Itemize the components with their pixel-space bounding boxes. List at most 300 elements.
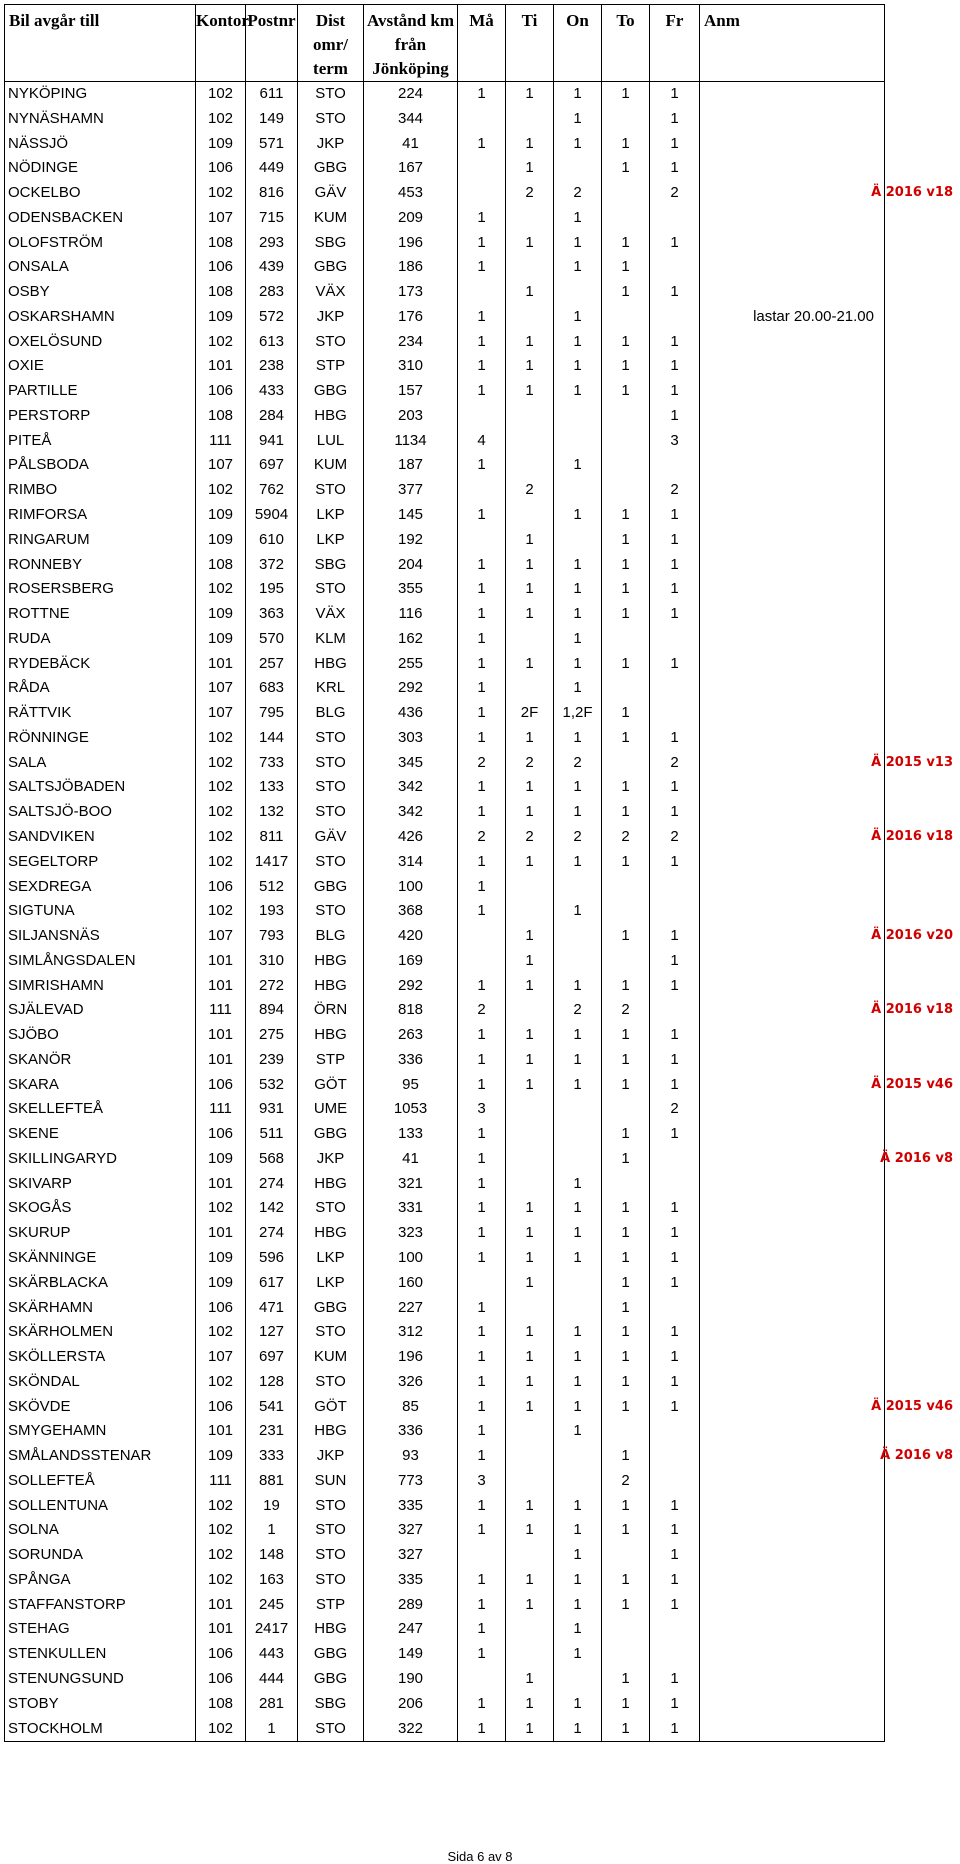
cell-fr: 3 bbox=[650, 429, 700, 454]
cell-to: 2 bbox=[602, 825, 650, 850]
cell-to: 1 bbox=[602, 553, 650, 578]
cell-to: 1 bbox=[602, 602, 650, 627]
cell-anm bbox=[700, 1345, 885, 1370]
header-fr: Fr bbox=[650, 5, 700, 82]
cell-kontor: 102 bbox=[196, 825, 246, 850]
cell-anm bbox=[700, 478, 885, 503]
cell-ti: 1 bbox=[506, 1073, 554, 1098]
cell-ti bbox=[506, 503, 554, 528]
cell-anm bbox=[700, 379, 885, 404]
cell-ort: OXELÖSUND bbox=[5, 330, 196, 355]
cell-postnr: 2417 bbox=[246, 1617, 298, 1642]
cell-kontor: 106 bbox=[196, 1122, 246, 1147]
cell-anm bbox=[700, 1395, 953, 1420]
cell-km: 169 bbox=[364, 949, 458, 974]
cell-postnr: 596 bbox=[246, 1246, 298, 1271]
cell-kontor: 102 bbox=[196, 775, 246, 800]
table-row bbox=[5, 1370, 885, 1395]
anm-note: lastar 20.00-21.00 bbox=[753, 307, 874, 325]
cell-to: 1 bbox=[602, 1593, 650, 1618]
cell-ti: 1 bbox=[506, 577, 554, 602]
table-row bbox=[5, 974, 885, 999]
cell-fr: 1 bbox=[650, 379, 700, 404]
cell-postnr: 610 bbox=[246, 528, 298, 553]
anm-note: Ä 2015 v13 bbox=[871, 754, 953, 770]
header-dist bbox=[298, 5, 364, 82]
cell-to: 1 bbox=[602, 528, 650, 553]
cell-ort: RONNEBY bbox=[5, 553, 196, 578]
table-row bbox=[5, 1717, 885, 1742]
cell-fr: 1 bbox=[650, 1518, 700, 1543]
cell-fr: 1 bbox=[650, 1221, 700, 1246]
cell-ort: STOBY bbox=[5, 1692, 196, 1717]
cell-ort: NÖDINGE bbox=[5, 156, 196, 181]
cell-fr bbox=[650, 1172, 700, 1197]
cell-km: 420 bbox=[364, 924, 458, 949]
cell-ort: SKANÖR bbox=[5, 1048, 196, 1073]
cell-postnr: 333 bbox=[246, 1444, 298, 1469]
cell-anm bbox=[700, 305, 885, 330]
cell-postnr: 715 bbox=[246, 206, 298, 231]
cell-ma: 1 bbox=[458, 899, 506, 924]
cell-postnr: 568 bbox=[246, 1147, 298, 1172]
cell-ma: 1 bbox=[458, 330, 506, 355]
cell-ort: SKÖLLERSTA bbox=[5, 1345, 196, 1370]
cell-kontor: 102 bbox=[196, 1518, 246, 1543]
table-row bbox=[5, 602, 885, 627]
cell-dist: HBG bbox=[298, 1419, 364, 1444]
cell-kontor: 102 bbox=[196, 726, 246, 751]
cell-anm bbox=[700, 924, 953, 949]
header-dist-line3: term bbox=[313, 59, 348, 78]
cell-ort: RÖNNINGE bbox=[5, 726, 196, 751]
cell-ort: SKELLEFTEÅ bbox=[5, 1097, 196, 1122]
cell-dist: KRL bbox=[298, 676, 364, 701]
cell-to: 1 bbox=[602, 1073, 650, 1098]
cell-on bbox=[554, 924, 602, 949]
cell-ma: 1 bbox=[458, 354, 506, 379]
cell-to bbox=[602, 899, 650, 924]
cell-dist: GBG bbox=[298, 255, 364, 280]
cell-ort: SMÅLANDSSTENAR bbox=[5, 1444, 196, 1469]
cell-ma bbox=[458, 1667, 506, 1692]
cell-kontor: 109 bbox=[196, 503, 246, 528]
cell-fr: 1 bbox=[650, 1370, 700, 1395]
cell-anm bbox=[700, 1444, 953, 1469]
cell-km: 196 bbox=[364, 1345, 458, 1370]
cell-kontor: 106 bbox=[196, 1667, 246, 1692]
cell-anm bbox=[700, 453, 885, 478]
cell-ort: SEXDREGA bbox=[5, 875, 196, 900]
cell-to: 1 bbox=[602, 1395, 650, 1420]
cell-anm bbox=[700, 1370, 885, 1395]
cell-on: 1 bbox=[554, 1568, 602, 1593]
cell-on: 1 bbox=[554, 82, 602, 107]
cell-to: 1 bbox=[602, 1271, 650, 1296]
cell-ma: 3 bbox=[458, 1097, 506, 1122]
cell-dist: STO bbox=[298, 478, 364, 503]
cell-ti: 1 bbox=[506, 1518, 554, 1543]
cell-ort: SKOGÅS bbox=[5, 1196, 196, 1221]
cell-ma bbox=[458, 1271, 506, 1296]
cell-ma: 1 bbox=[458, 1122, 506, 1147]
cell-fr bbox=[650, 1469, 700, 1494]
cell-ti: 1 bbox=[506, 1048, 554, 1073]
cell-anm bbox=[700, 1642, 885, 1667]
cell-on bbox=[554, 1122, 602, 1147]
cell-km: 203 bbox=[364, 404, 458, 429]
cell-anm bbox=[700, 701, 885, 726]
cell-dist: SUN bbox=[298, 1469, 364, 1494]
cell-ti: 1 bbox=[506, 1320, 554, 1345]
cell-postnr: 257 bbox=[246, 652, 298, 677]
table-header-row bbox=[5, 5, 885, 82]
cell-to: 1 bbox=[602, 1667, 650, 1692]
cell-postnr: 128 bbox=[246, 1370, 298, 1395]
cell-ma: 1 bbox=[458, 1692, 506, 1717]
cell-km: 336 bbox=[364, 1419, 458, 1444]
cell-ti: 2 bbox=[506, 181, 554, 206]
cell-anm bbox=[700, 800, 885, 825]
cell-dist: STO bbox=[298, 1568, 364, 1593]
cell-anm bbox=[700, 1196, 885, 1221]
cell-kontor: 109 bbox=[196, 627, 246, 652]
cell-km: 167 bbox=[364, 156, 458, 181]
cell-kontor: 106 bbox=[196, 255, 246, 280]
cell-ma: 1 bbox=[458, 875, 506, 900]
cell-on: 2 bbox=[554, 181, 602, 206]
table-row bbox=[5, 206, 885, 231]
cell-on: 1 bbox=[554, 627, 602, 652]
cell-km: 327 bbox=[364, 1543, 458, 1568]
cell-to bbox=[602, 1172, 650, 1197]
cell-km: 453 bbox=[364, 181, 458, 206]
cell-to: 1 bbox=[602, 231, 650, 256]
cell-to: 1 bbox=[602, 1518, 650, 1543]
cell-on: 2 bbox=[554, 751, 602, 776]
cell-ma: 4 bbox=[458, 429, 506, 454]
cell-kontor: 107 bbox=[196, 924, 246, 949]
cell-ma: 1 bbox=[458, 1147, 506, 1172]
cell-km: 342 bbox=[364, 775, 458, 800]
cell-on: 1 bbox=[554, 577, 602, 602]
cell-kontor: 108 bbox=[196, 404, 246, 429]
table-row bbox=[5, 1296, 885, 1321]
table-row bbox=[5, 305, 885, 330]
cell-km: 227 bbox=[364, 1296, 458, 1321]
cell-km: 326 bbox=[364, 1370, 458, 1395]
cell-kontor: 108 bbox=[196, 280, 246, 305]
cell-ma bbox=[458, 924, 506, 949]
cell-ma bbox=[458, 1543, 506, 1568]
cell-dist: ÖRN bbox=[298, 998, 364, 1023]
cell-fr bbox=[650, 998, 700, 1023]
cell-kontor: 102 bbox=[196, 1543, 246, 1568]
cell-fr: 1 bbox=[650, 1048, 700, 1073]
cell-dist: STO bbox=[298, 850, 364, 875]
cell-kontor: 107 bbox=[196, 1345, 246, 1370]
cell-ort: ROSERSBERG bbox=[5, 577, 196, 602]
cell-ma: 2 bbox=[458, 998, 506, 1023]
cell-to: 1 bbox=[602, 1370, 650, 1395]
cell-postnr: 274 bbox=[246, 1172, 298, 1197]
cell-fr: 1 bbox=[650, 404, 700, 429]
cell-ti bbox=[506, 676, 554, 701]
cell-dist: JKP bbox=[298, 305, 364, 330]
cell-ma: 1 bbox=[458, 231, 506, 256]
cell-fr: 1 bbox=[650, 1494, 700, 1519]
cell-ti: 1 bbox=[506, 553, 554, 578]
cell-ma: 1 bbox=[458, 627, 506, 652]
cell-ort: STEHAG bbox=[5, 1617, 196, 1642]
cell-ti: 1 bbox=[506, 280, 554, 305]
cell-on: 1 bbox=[554, 453, 602, 478]
cell-ti: 1 bbox=[506, 850, 554, 875]
cell-km: 100 bbox=[364, 1246, 458, 1271]
cell-ort: SKÖNDAL bbox=[5, 1370, 196, 1395]
cell-dist: VÄX bbox=[298, 602, 364, 627]
cell-ti: 1 bbox=[506, 1717, 554, 1742]
table-row bbox=[5, 231, 885, 256]
cell-km: 255 bbox=[364, 652, 458, 677]
cell-on bbox=[554, 156, 602, 181]
cell-ort: SKÄNNINGE bbox=[5, 1246, 196, 1271]
cell-ort: NÄSSJÖ bbox=[5, 132, 196, 157]
cell-km: 289 bbox=[364, 1593, 458, 1618]
cell-ort: ONSALA bbox=[5, 255, 196, 280]
cell-fr: 1 bbox=[650, 553, 700, 578]
cell-on: 1 bbox=[554, 206, 602, 231]
anm-note: Ä 2016 v18 bbox=[871, 828, 953, 844]
cell-postnr: 683 bbox=[246, 676, 298, 701]
cell-anm bbox=[700, 82, 885, 107]
cell-ort: SEGELTORP bbox=[5, 850, 196, 875]
table-row bbox=[5, 1518, 885, 1543]
cell-anm bbox=[700, 107, 885, 132]
cell-to: 1 bbox=[602, 577, 650, 602]
cell-dist: STO bbox=[298, 1196, 364, 1221]
cell-fr: 1 bbox=[650, 949, 700, 974]
header-avstand-line3: Jönköping bbox=[372, 59, 449, 78]
cell-on: 1 bbox=[554, 1717, 602, 1742]
cell-ort: SKÄRBLACKA bbox=[5, 1271, 196, 1296]
cell-on: 1 bbox=[554, 379, 602, 404]
cell-ort: OXIE bbox=[5, 354, 196, 379]
table-row bbox=[5, 775, 885, 800]
cell-kontor: 102 bbox=[196, 850, 246, 875]
cell-fr: 2 bbox=[650, 478, 700, 503]
cell-kontor: 106 bbox=[196, 1395, 246, 1420]
cell-anm bbox=[700, 429, 885, 454]
cell-ort: RÄTTVIK bbox=[5, 701, 196, 726]
cell-km: 157 bbox=[364, 379, 458, 404]
cell-ort: STENUNGSUND bbox=[5, 1667, 196, 1692]
cell-kontor: 101 bbox=[196, 1023, 246, 1048]
cell-kontor: 109 bbox=[196, 1246, 246, 1271]
cell-on bbox=[554, 1444, 602, 1469]
cell-dist: HBG bbox=[298, 1221, 364, 1246]
cell-km: 176 bbox=[364, 305, 458, 330]
header-avstand-line2: från bbox=[394, 35, 427, 54]
cell-ti bbox=[506, 107, 554, 132]
cell-to bbox=[602, 1617, 650, 1642]
cell-fr: 1 bbox=[650, 1122, 700, 1147]
cell-fr: 1 bbox=[650, 1593, 700, 1618]
cell-anm bbox=[700, 850, 885, 875]
table-body bbox=[5, 82, 953, 1742]
cell-ma: 1 bbox=[458, 676, 506, 701]
cell-on: 1 bbox=[554, 1494, 602, 1519]
cell-anm bbox=[700, 280, 885, 305]
cell-postnr: 372 bbox=[246, 553, 298, 578]
cell-km: 145 bbox=[364, 503, 458, 528]
table-row bbox=[5, 1122, 885, 1147]
cell-dist: STP bbox=[298, 354, 364, 379]
cell-ti: 1 bbox=[506, 1667, 554, 1692]
cell-kontor: 101 bbox=[196, 1048, 246, 1073]
table-row bbox=[5, 107, 885, 132]
cell-to: 1 bbox=[602, 1048, 650, 1073]
cell-ti bbox=[506, 1469, 554, 1494]
cell-ti: 1 bbox=[506, 1271, 554, 1296]
cell-fr bbox=[650, 1642, 700, 1667]
cell-dist: JKP bbox=[298, 1444, 364, 1469]
cell-ma: 1 bbox=[458, 132, 506, 157]
page-footer: Sida 6 av 8 bbox=[447, 1849, 513, 1864]
cell-ti: 1 bbox=[506, 949, 554, 974]
cell-kontor: 101 bbox=[196, 1221, 246, 1246]
cell-anm bbox=[700, 330, 885, 355]
cell-postnr: 127 bbox=[246, 1320, 298, 1345]
cell-dist: HBG bbox=[298, 949, 364, 974]
cell-anm bbox=[700, 1543, 885, 1568]
header-dist-line2: omr/ bbox=[313, 35, 348, 54]
cell-postnr: 793 bbox=[246, 924, 298, 949]
cell-km: 100 bbox=[364, 875, 458, 900]
cell-km: 162 bbox=[364, 627, 458, 652]
cell-dist: JKP bbox=[298, 132, 364, 157]
cell-on bbox=[554, 1667, 602, 1692]
cell-to: 1 bbox=[602, 1296, 650, 1321]
cell-kontor: 102 bbox=[196, 1320, 246, 1345]
cell-anm bbox=[700, 181, 953, 206]
cell-kontor: 111 bbox=[196, 1469, 246, 1494]
cell-dist: STO bbox=[298, 82, 364, 107]
cell-ma: 1 bbox=[458, 255, 506, 280]
cell-dist: GÄV bbox=[298, 825, 364, 850]
cell-to bbox=[602, 949, 650, 974]
cell-to: 1 bbox=[602, 503, 650, 528]
cell-ti bbox=[506, 404, 554, 429]
cell-dist: GÄV bbox=[298, 181, 364, 206]
table-row bbox=[5, 1469, 885, 1494]
cell-to bbox=[602, 875, 650, 900]
cell-on: 1 bbox=[554, 1196, 602, 1221]
table-row bbox=[5, 132, 885, 157]
cell-to: 1 bbox=[602, 82, 650, 107]
header-on: On bbox=[554, 5, 602, 82]
table-row bbox=[5, 528, 885, 553]
cell-ma: 1 bbox=[458, 1494, 506, 1519]
cell-to: 2 bbox=[602, 1469, 650, 1494]
table-row bbox=[5, 1147, 885, 1172]
cell-dist: VÄX bbox=[298, 280, 364, 305]
cell-kontor: 106 bbox=[196, 1296, 246, 1321]
cell-kontor: 111 bbox=[196, 1097, 246, 1122]
cell-dist: LKP bbox=[298, 1271, 364, 1296]
cell-km: 116 bbox=[364, 602, 458, 627]
cell-ma: 1 bbox=[458, 1370, 506, 1395]
cell-ma: 1 bbox=[458, 1518, 506, 1543]
cell-to: 1 bbox=[602, 379, 650, 404]
cell-ort: SPÅNGA bbox=[5, 1568, 196, 1593]
cell-dist: STP bbox=[298, 1593, 364, 1618]
cell-fr: 1 bbox=[650, 132, 700, 157]
cell-postnr: 245 bbox=[246, 1593, 298, 1618]
cell-dist: KUM bbox=[298, 453, 364, 478]
cell-ort: SIMLÅNGSDALEN bbox=[5, 949, 196, 974]
cell-postnr: 512 bbox=[246, 875, 298, 900]
cell-to: 1 bbox=[602, 354, 650, 379]
cell-to: 1 bbox=[602, 1320, 650, 1345]
cell-on: 1 bbox=[554, 231, 602, 256]
cell-to bbox=[602, 181, 650, 206]
table-row bbox=[5, 1692, 885, 1717]
cell-on bbox=[554, 404, 602, 429]
cell-to: 1 bbox=[602, 1221, 650, 1246]
cell-anm bbox=[700, 1122, 885, 1147]
cell-postnr: 570 bbox=[246, 627, 298, 652]
cell-ti: 1 bbox=[506, 132, 554, 157]
cell-kontor: 106 bbox=[196, 875, 246, 900]
cell-kontor: 107 bbox=[196, 701, 246, 726]
cell-to bbox=[602, 676, 650, 701]
cell-ti: 1 bbox=[506, 528, 554, 553]
table-row bbox=[5, 1617, 885, 1642]
cell-ort: SOLLENTUNA bbox=[5, 1494, 196, 1519]
cell-anm bbox=[700, 775, 885, 800]
cell-dist: GBG bbox=[298, 875, 364, 900]
cell-postnr: 272 bbox=[246, 974, 298, 999]
cell-dist: GBG bbox=[298, 1667, 364, 1692]
cell-postnr: 439 bbox=[246, 255, 298, 280]
table-row bbox=[5, 255, 885, 280]
cell-fr: 1 bbox=[650, 330, 700, 355]
route-table bbox=[4, 4, 953, 1742]
cell-ma: 1 bbox=[458, 1593, 506, 1618]
cell-postnr: 293 bbox=[246, 231, 298, 256]
cell-to bbox=[602, 627, 650, 652]
cell-dist: BLG bbox=[298, 924, 364, 949]
cell-km: 173 bbox=[364, 280, 458, 305]
cell-fr: 1 bbox=[650, 1667, 700, 1692]
cell-kontor: 101 bbox=[196, 974, 246, 999]
cell-km: 41 bbox=[364, 1147, 458, 1172]
cell-postnr: 541 bbox=[246, 1395, 298, 1420]
table-row bbox=[5, 1097, 885, 1122]
cell-fr: 1 bbox=[650, 1246, 700, 1271]
cell-on: 2 bbox=[554, 998, 602, 1023]
cell-anm bbox=[700, 1617, 885, 1642]
table-row bbox=[5, 429, 885, 454]
cell-on bbox=[554, 1296, 602, 1321]
cell-dist: LUL bbox=[298, 429, 364, 454]
cell-ort: SMYGEHAMN bbox=[5, 1419, 196, 1444]
cell-ti bbox=[506, 1172, 554, 1197]
cell-dist: GÖT bbox=[298, 1395, 364, 1420]
cell-anm bbox=[700, 676, 885, 701]
cell-ort: SKÄRHAMN bbox=[5, 1296, 196, 1321]
